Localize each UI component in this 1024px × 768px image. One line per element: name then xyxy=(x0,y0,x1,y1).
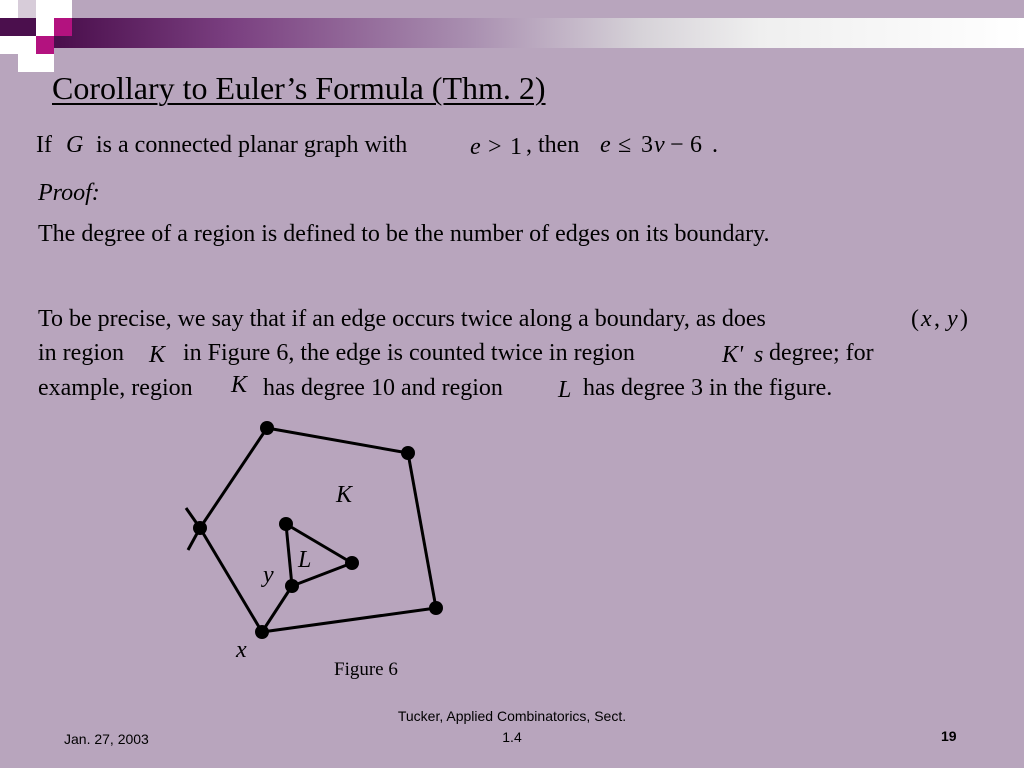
graph-vertex-x xyxy=(255,625,269,639)
figure-caption: Figure 6 xyxy=(334,659,398,680)
graph-vertex xyxy=(429,601,443,615)
page-number: 19 xyxy=(941,728,957,744)
graph-edge xyxy=(267,428,408,453)
graph-edge-xy xyxy=(262,586,292,632)
graph-vertex xyxy=(260,421,274,435)
possessive-s: s xyxy=(754,342,764,368)
paragraph2-line2-end: degree; for xyxy=(769,340,874,366)
xy-x: x xyxy=(921,306,932,332)
statement-graph-G: G xyxy=(66,132,84,158)
graph-vertex xyxy=(193,521,207,535)
proof-label: Proof: xyxy=(38,180,100,206)
figure-label-K: K xyxy=(336,482,353,508)
condition-one: 1 xyxy=(510,134,522,160)
graph-vertex xyxy=(345,556,359,570)
xy-close-paren: ) xyxy=(960,306,968,332)
statement-text: is a connected planar graph with xyxy=(96,132,408,158)
result-three: 3 xyxy=(641,132,653,158)
graph-vertex xyxy=(279,517,293,531)
statement-if: If xyxy=(36,132,52,158)
paragraph2-line1: To be precise, we say that if an edge occurs twice along a boundary, as does xyxy=(38,306,766,332)
paragraph2-line3-end: has degree 3 in the figure. xyxy=(583,375,833,401)
region-K-ref-2: K xyxy=(231,372,248,398)
paragraph2-line2-start: in region xyxy=(38,340,124,366)
paragraph-degree-definition: The degree of a region is defined to be the number of edges on its boundary. xyxy=(38,221,770,247)
paragraph2-line3-start: example, region xyxy=(38,375,193,401)
statement-then: , then xyxy=(526,132,580,158)
footer-source-line1: Tucker, Applied Combinatorics, Sect. xyxy=(397,708,627,724)
result-minus: − xyxy=(670,132,684,158)
slide-title: Corollary to Euler’s Formula (Thm. 2) xyxy=(52,70,546,106)
graph-edge xyxy=(200,428,267,528)
paragraph2-line3-mid: has degree 10 and region xyxy=(263,375,503,401)
condition-e: e xyxy=(470,134,481,160)
graph-edge xyxy=(200,528,262,632)
region-K-prime: K' xyxy=(722,342,744,368)
graph-edge-triangle xyxy=(286,524,292,586)
graph-edge xyxy=(262,608,436,632)
result-e: e xyxy=(600,132,611,158)
graph-edge-triangle xyxy=(286,524,352,563)
graph-edge xyxy=(408,453,436,608)
statement-period: . xyxy=(712,132,718,158)
graph-vertex xyxy=(401,446,415,460)
result-v: v xyxy=(654,132,665,158)
footer-source-line2: 1.4 xyxy=(502,729,522,745)
xy-comma: , xyxy=(934,306,940,332)
region-K-ref: K xyxy=(149,342,166,368)
figure-label-y: y xyxy=(263,562,274,588)
paragraph2-line2-mid: in Figure 6, the edge is counted twice in region xyxy=(183,340,635,366)
figure-label-L: L xyxy=(298,547,312,573)
condition-gt: > xyxy=(488,134,502,160)
xy-y: y xyxy=(947,306,958,332)
graph-vertex-y xyxy=(285,579,299,593)
footer-date: Jan. 27, 2003 xyxy=(64,731,149,747)
xy-open-paren: ( xyxy=(911,306,919,332)
result-six: 6 xyxy=(690,132,702,158)
result-le: ≤ xyxy=(618,132,632,158)
figure-label-x: x xyxy=(236,637,247,663)
region-L-ref: L xyxy=(558,377,572,403)
